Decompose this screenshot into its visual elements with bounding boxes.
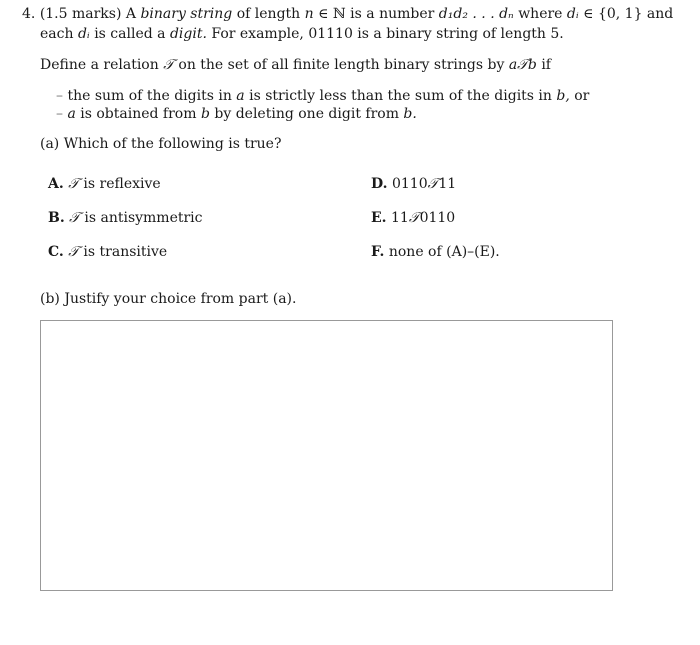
option-c[interactable] [48, 244, 167, 260]
condition-2 [56, 106, 417, 122]
question-line-1 [22, 6, 673, 22]
relation-symbol: 𝒯 [68, 244, 79, 260]
cond1-text-3: or [574, 88, 590, 104]
var-b: b [200, 106, 210, 122]
condition-1 [56, 88, 589, 104]
answer-textbox[interactable] [40, 320, 613, 591]
text-each: each [40, 26, 74, 42]
cond2-text-1: is obtained from [80, 106, 197, 122]
relation-symbol: 𝒯 [68, 176, 79, 192]
option-b[interactable] [48, 210, 203, 226]
option-d[interactable] [371, 176, 456, 192]
option-f[interactable] [371, 244, 500, 260]
var-b: b, [556, 88, 570, 104]
var-di-2: dᵢ [77, 26, 90, 42]
text-of-length: of length [236, 6, 301, 22]
option-e[interactable] [371, 210, 455, 226]
option-letter: B. [48, 210, 65, 226]
option-string-right: 11 [438, 176, 457, 192]
part-a-prompt: (a) Which of the following is true? [40, 136, 282, 152]
question-line-2 [40, 26, 564, 42]
option-letter: A. [48, 176, 64, 192]
define-text-1: Define a relation [40, 57, 159, 73]
text-where: where [518, 6, 563, 22]
term-digit: digit. [169, 26, 207, 42]
relation-symbol: 𝒯 [427, 176, 439, 192]
var-a: a [236, 88, 245, 104]
expr-digits: d₁d₂ . . . dₙ [438, 6, 514, 22]
var-n: n [304, 6, 314, 22]
define-text-2: on the set of all finite length binary strings by [178, 57, 505, 73]
expr-aTb: a𝒯b [508, 57, 537, 73]
option-letter: E. [371, 210, 387, 226]
text-called: is called a [94, 26, 166, 42]
dash-bullet: – [56, 88, 63, 104]
option-letter: C. [48, 244, 64, 260]
text-set: ∈ {0, 1} and [583, 6, 674, 22]
term-binary-string: binary string [140, 6, 233, 22]
part-b-prompt: (b) Justify your choice from part (a). [40, 291, 297, 307]
option-text: is transitive [83, 244, 168, 260]
dash-bullet: – [56, 106, 63, 122]
cond1-text-2: is strictly less than the sum of the digits in [249, 88, 552, 104]
var-a: a [67, 106, 76, 122]
option-string-left: 0110 [391, 176, 428, 192]
option-letter: D. [371, 176, 388, 192]
var-b: b. [403, 106, 417, 122]
option-string-left: 11 [391, 210, 409, 226]
cond2-text-2: by deleting one digit from [214, 106, 399, 122]
relation-symbol: 𝒯 [69, 210, 80, 226]
text-example: For example, 01110 is a binary string of length 5. [211, 26, 564, 42]
text-in-naturals: ∈ ℕ is a number [318, 6, 435, 22]
option-text: is reflexive [83, 176, 161, 192]
relation-definition [40, 57, 551, 73]
define-text-3: if [541, 57, 551, 73]
relation-symbol: 𝒯 [408, 210, 420, 226]
option-text: is antisymmetric [84, 210, 203, 226]
cond1-text-1: the sum of the digits in [67, 88, 232, 104]
option-text: none of (A)–(E). [388, 244, 500, 260]
option-letter: F. [371, 244, 385, 260]
question-marks: (1.5 marks) A [39, 6, 136, 22]
var-di: dᵢ [566, 6, 579, 22]
option-string-right: 0110 [419, 210, 456, 226]
question-number: 4. [22, 6, 36, 22]
relation-symbol: 𝒯 [163, 57, 174, 73]
option-a[interactable] [48, 176, 161, 192]
